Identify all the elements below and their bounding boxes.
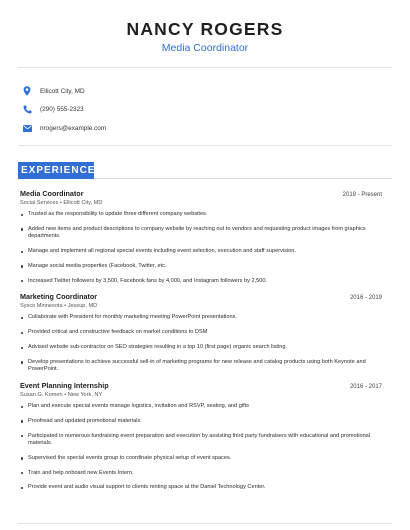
divider-contact — [18, 145, 392, 146]
job-dates: 2016 - 2017 — [349, 383, 382, 390]
job-bullet: Increased Twitter followers by 3,500, Facebook fans by 4,000, and Instagram followers by 2,500. — [20, 278, 382, 285]
job-bullet: Proofread and updated promotional materials. — [20, 418, 382, 425]
contact-phone[interactable] — [22, 101, 106, 119]
contact-location-text: Ellicott City, MD — [40, 87, 85, 95]
location-pin-icon — [22, 86, 32, 96]
job-bullet: Trusted as the responsibility to update three different company websites. — [20, 211, 382, 218]
separator-dot: • — [59, 200, 64, 206]
candidate-title: Media Coordinator — [161, 42, 249, 54]
job-bullet: Collaborate with President for monthly marketing meeting PowerPoint presentations. — [20, 314, 382, 321]
separator-dot: • — [64, 391, 68, 398]
job-company: Susan G. Komen — [20, 391, 63, 398]
job-title: Marketing Coordinator — [20, 292, 98, 302]
job-bullet: Provide event and audio visual support to clients renting space at the Daniel Technology Center. — [20, 484, 382, 491]
job-entry — [20, 292, 382, 373]
job-header — [20, 381, 382, 390]
contact-list — [22, 82, 106, 138]
job-bullet: Plan and execute special events manage logistics, invitation and RSVP, seating, and gifts — [20, 403, 382, 410]
phone-icon — [22, 105, 32, 115]
section-heading-experience: EXPERIENCE — [18, 162, 94, 179]
job-company-line — [20, 303, 382, 309]
section-heading-underline — [94, 178, 392, 179]
job-bullet: Develop presentations to achieve successful sell-in of marketing programs for new release and catalog products using both Keynote and PowerPoint. — [20, 359, 382, 374]
candidate-name: NANCY ROGERS — [126, 19, 284, 39]
job-entry — [20, 381, 382, 492]
job-company-line — [20, 200, 382, 206]
job-bullet: Supervised the special events group to coordinate physical setup of event spaces. — [20, 455, 382, 462]
job-dates: 2019 - Present — [342, 192, 382, 198]
contact-phone-text: (290) 555-2323 — [40, 106, 84, 113]
separator-dot: • — [64, 303, 68, 310]
job-bullets — [20, 403, 382, 492]
job-bullets — [20, 314, 382, 373]
job-bullet: Participated in numerous fundraising event preparation and execution by assisting third party fundraisers with educational and promotional materials. — [20, 433, 382, 448]
job-bullet: Train and help onboard new Events Intern. — [20, 470, 382, 477]
divider-bottom — [18, 523, 392, 524]
job-header — [20, 292, 382, 301]
contact-email[interactable] — [22, 119, 106, 137]
job-bullet: Added new items and product descriptions to company website by reaching out to vendors and requesting product images from graphics departments. — [20, 226, 382, 241]
resume-header — [0, 0, 410, 55]
job-bullet: Manage social media properties (Facebook, Twitter, etc. — [20, 263, 382, 270]
job-title: Media Coordinator — [20, 189, 84, 198]
job-company-line — [20, 392, 382, 398]
job-company: Sysco Minnesota — [20, 303, 63, 310]
job-bullet: Manage and implement all regional special events including event selection, execution and staff supervision. — [20, 248, 382, 255]
experience-list — [20, 189, 382, 499]
contact-location — [22, 82, 106, 100]
job-company: Social Services — [20, 200, 59, 206]
job-header — [20, 189, 382, 198]
job-entry — [20, 189, 382, 285]
divider-top — [18, 67, 392, 68]
job-dates: 2016 - 2019 — [349, 295, 382, 302]
email-icon — [22, 123, 32, 133]
job-title: Event Planning Internship — [20, 380, 109, 390]
contact-email-text: nrogers@example.com — [40, 124, 107, 132]
job-bullet: Provided critical and constructive feedback on market conditions to DSM — [20, 329, 382, 336]
job-location: Ellicott City, MD — [63, 200, 103, 206]
job-location: Jessup, MD — [67, 303, 98, 310]
job-location: New York, NY — [67, 391, 103, 398]
job-bullets — [20, 211, 382, 285]
job-bullet: Advised website sub-contractor on SEO strategies resulting in a top 10 (first page) organic search listing. — [20, 344, 382, 351]
